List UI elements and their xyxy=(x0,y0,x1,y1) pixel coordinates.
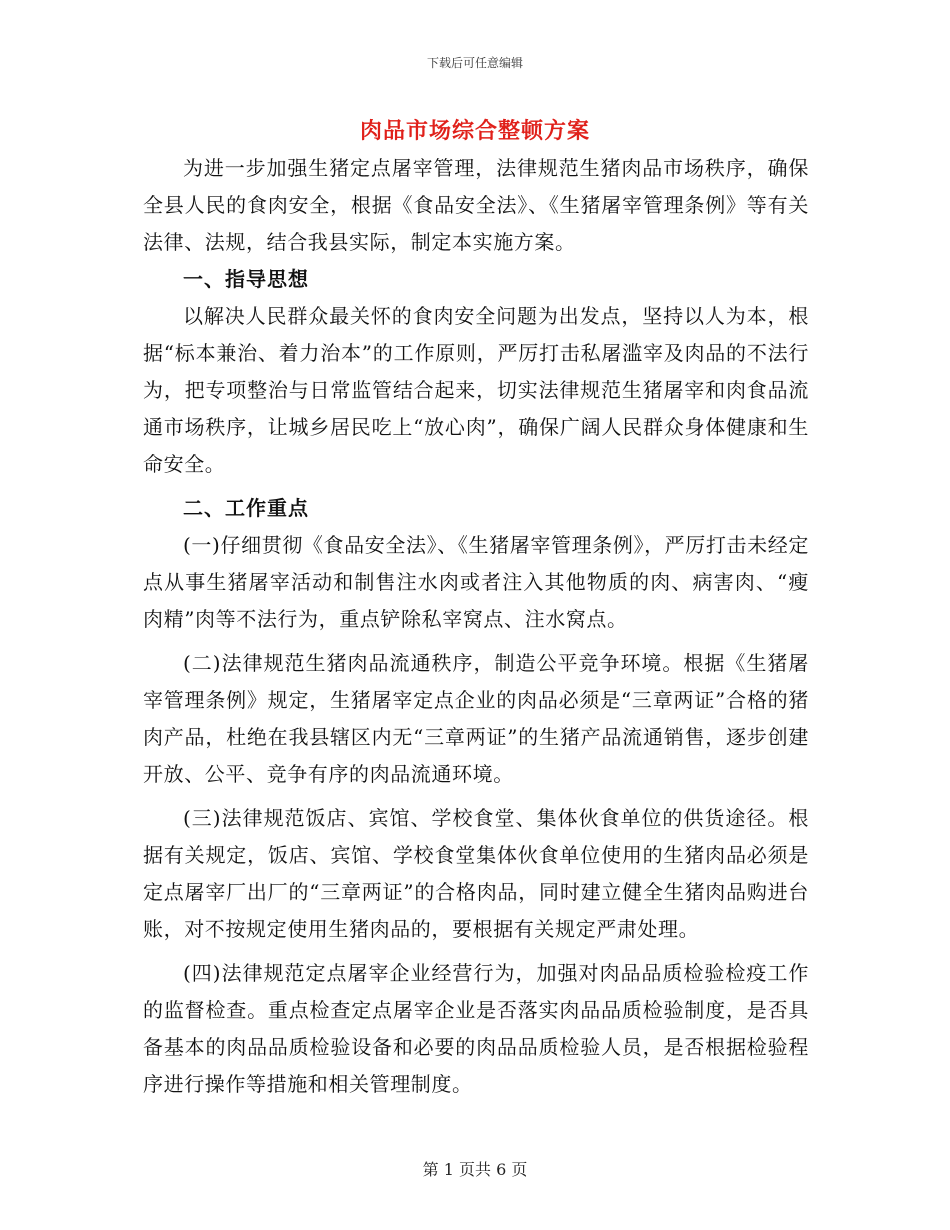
header-note: 下载后可任意编辑 xyxy=(426,56,523,70)
section-heading-guiding-thought: 一、指导思想 xyxy=(183,267,309,291)
work-focus-item-4: (四)法律规范定点屠宰企业经营行为，加强对肉品品质检验检疫工作的监督检查。重点检查定点屠宰企业是否落实肉品品质检验制度，是否具备基本的肉品品质检验设备和必要的肉品品质检验人员，是否根据检验程序进行操作等措施和相关管理制度。 xyxy=(143,961,809,1096)
guiding-thought-paragraph: 以解决人民群众最关怀的食肉安全问题为出发点，坚持以人为本，根据“标本兼治、着力治本”的工作原则，严厉打击私屠滥宰及肉品的不法行为，把专项整治与日常监管结合起来，切实法律规范生猪屠宰和肉食品流通市场秩序，让城乡居民吃上“放心肉”，确保广阔人民群众身体健康和生命安全。 xyxy=(143,304,809,476)
work-focus-item-1: (一)仔细贯彻《食品安全法》、《生猪屠宰管理条例》，严厉打击未经定点从事生猪屠宰活动和制售注水肉或者注入其他物质的肉、病害肉、“瘦肉精”肉等不法行为，重点铲除私宰窝点、注水窝点。 xyxy=(143,533,809,631)
section-heading-work-focus: 二、工作重点 xyxy=(183,496,309,520)
work-focus-item-2: (二)法律规范生猪肉品流通秩序，制造公平竞争环境。根据《生猪屠宰管理条例》规定，生猪屠宰定点企业的肉品必须是“三章两证”合格的猪肉产品，杜绝在我县辖区内无“三章两证”的生猪产品流通销售，逐步创建开放、公平、竞争有序的肉品流通环境。 xyxy=(143,651,809,786)
work-focus-item-3: (三)法律规范饭店、宾馆、学校食堂、集体伙食单位的供货途径。根据有关规定，饭店、宾馆、学校食堂集体伙食单位使用的生猪肉品必须是定点屠宰厂出厂的“三章两证”的合格肉品，同时建立健全生猪肉品购进台账，对不按规定使用生猪肉品的，要根据有关规定严肃处理。 xyxy=(143,806,809,941)
document-body xyxy=(143,150,809,1103)
document-title: 肉品市场综合整顿方案 xyxy=(359,118,590,144)
page-number: 第 1 页共 6 页 xyxy=(422,1160,528,1179)
intro-paragraph: 为进一步加强生猪定点屠宰管理，法律规范生猪肉品市场秩序，确保全县人民的食肉安全，根据《食品安全法》、《生猪屠宰管理条例》等有关法律、法规，结合我县实际，制定本实施方案。 xyxy=(143,156,809,254)
